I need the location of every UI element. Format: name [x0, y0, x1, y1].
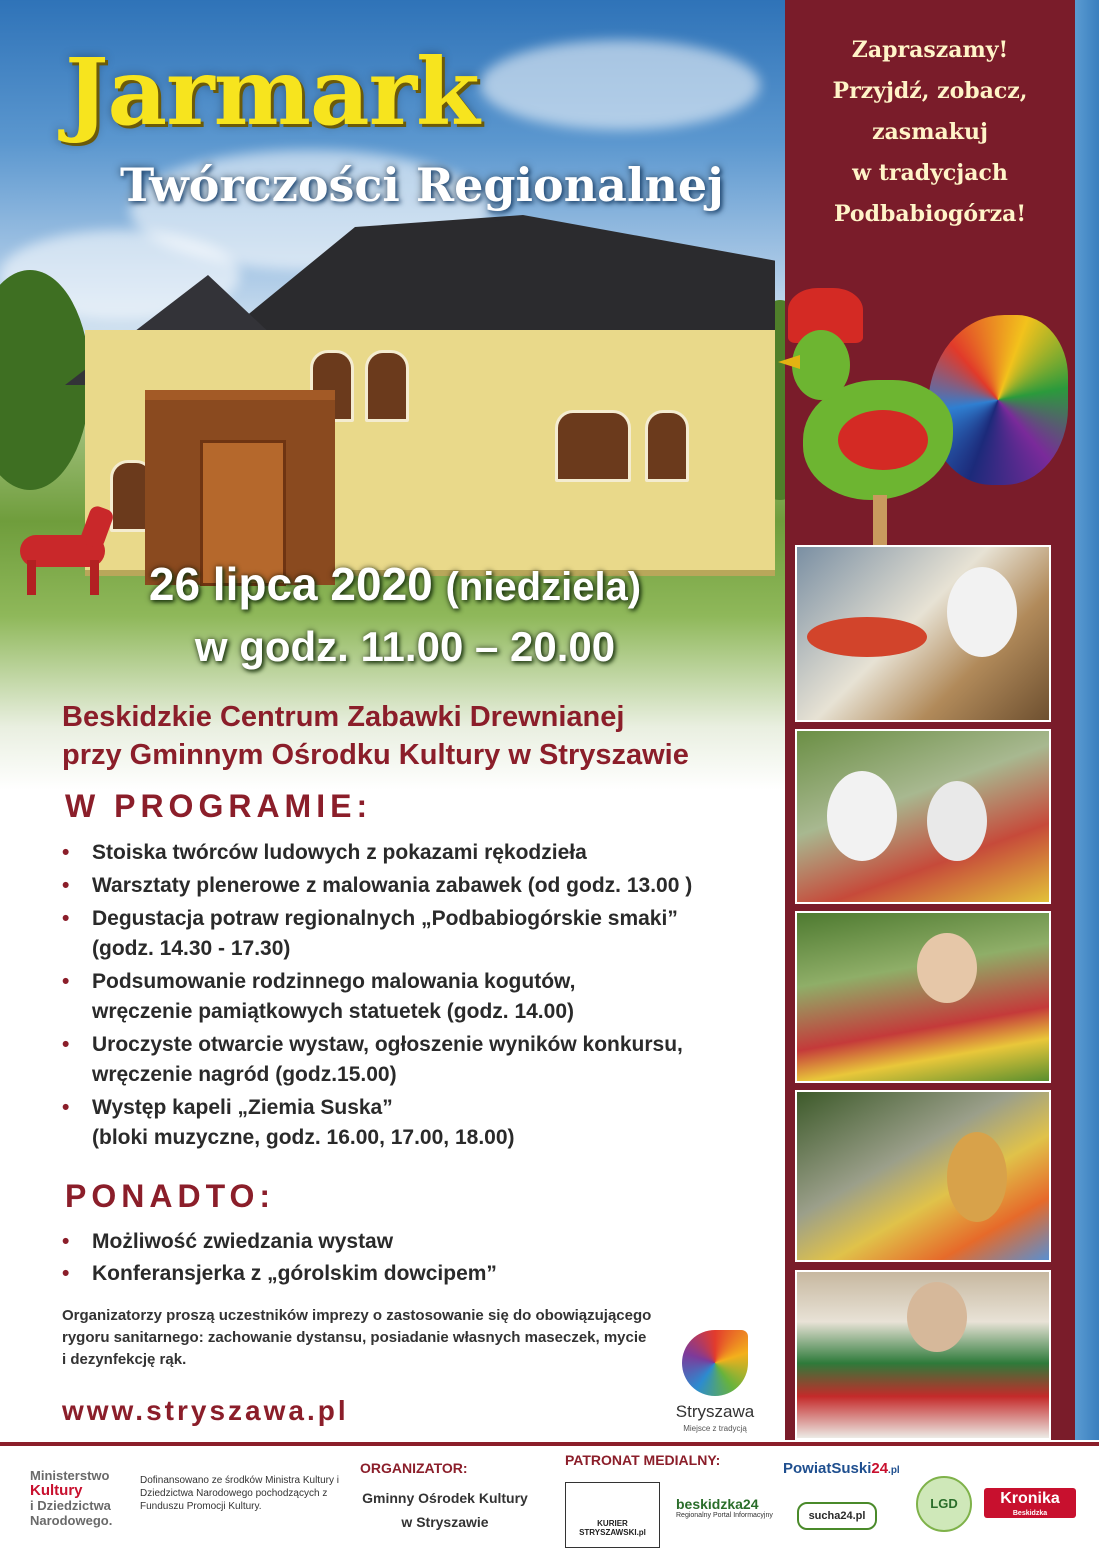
program-item [62, 904, 782, 964]
invite-line: Podbabiogórza! [833, 201, 1027, 227]
beskidzka24-logo [676, 1496, 776, 1536]
program-item [62, 1030, 782, 1090]
ministry-line: Ministerstwo [30, 1468, 110, 1483]
event-date [0, 558, 790, 613]
powiat-suski-logo [783, 1460, 903, 1482]
more-item [62, 1226, 782, 1258]
organizer-line: Gminny Ośrodek Kultury [362, 1490, 528, 1506]
program-item [62, 1093, 782, 1153]
more-heading: PONADTO: [65, 1178, 276, 1214]
horse-neck [79, 504, 115, 550]
event-venue [62, 698, 689, 774]
beskidzka-logo-sub: Regionalny Portal Informacyjny [676, 1512, 773, 1519]
photo-figure [927, 781, 987, 861]
organizer-line: w Stryszawie [401, 1514, 489, 1530]
media-patrons-heading: PATRONAT MEDIALNY: [565, 1452, 721, 1468]
photo-figure [907, 1282, 967, 1352]
event-hours: w godz. 11.00 – 20.00 [194, 623, 616, 670]
rooster-beak [778, 355, 800, 369]
invite-line: Zapraszamy! [851, 37, 1009, 63]
venue-line: przy Gminnym Ośrodku Kultury w Stryszawie [62, 739, 689, 771]
ministry-line: Kultury [30, 1482, 83, 1499]
program-item-text: wręczenie nagród (godz.15.00) [92, 1063, 397, 1086]
sanitary-notice: Organizatorzy proszą uczestników imprezy o zastosowanie się do obowiązującego rygoru sanitarnego: zachowanie dystansu, posiadanie własnych maseczek, mycie i dezynfekcję rąk. [62, 1307, 652, 1368]
kronika-logo-sub: Beskidzka [1012, 1510, 1048, 1517]
program-item [62, 871, 782, 901]
bullet-icon: • [62, 1096, 70, 1119]
rooster-wing [838, 410, 928, 470]
event-title: Jarmark [65, 38, 479, 146]
photo-figure [947, 567, 1017, 657]
kurier-logo-text: KURIER STRYSZAWSKI.pl [579, 1519, 646, 1537]
bird-icon [682, 1330, 748, 1396]
kronika-logo-text: Kronika [1000, 1490, 1060, 1507]
bullet-icon: • [62, 1262, 70, 1285]
event-day-of-week: (niedziela) [445, 565, 642, 609]
painted-rooster-image [778, 280, 1078, 550]
manor-house-photo [55, 215, 780, 575]
program-item-text: Występ kapeli „Ziemia Suska” [92, 1096, 393, 1119]
bullet-icon: • [62, 1230, 70, 1253]
program-item-text: (bloki muzyczne, godz. 16.00, 17.00, 18.00) [92, 1126, 515, 1149]
more-list [62, 1226, 782, 1290]
photo-toys [807, 617, 927, 657]
ministry-logo [30, 1468, 140, 1528]
cloud [480, 40, 760, 130]
website-link[interactable]: www.stryszawa.pl [62, 1395, 349, 1426]
invitation-text [790, 30, 1070, 235]
event-subtitle: Twórczości Regionalnej [120, 158, 724, 212]
event-date-text: 26 lipca 2020 [148, 558, 433, 610]
wooden-porch [145, 390, 335, 585]
photo-owl-toy [947, 1132, 1007, 1222]
program-item-text: Warsztaty plenerowe z malowania zabawek (od godz. 13.00 ) [92, 874, 693, 897]
powiat-logo-tld: .pl [888, 1465, 900, 1476]
stryszawa-logo-name: Stryszawa [675, 1402, 755, 1421]
program-item-text: Stoiska twórców ludowych z pokazami rękodzieła [92, 841, 587, 864]
more-item-text: Możliwość zwiedzania wystaw [92, 1230, 394, 1253]
program-item [62, 967, 782, 1027]
footer [0, 1446, 1099, 1554]
ministry-line: i Dziedzictwa [30, 1498, 111, 1513]
window [555, 410, 631, 482]
powiat-logo-text: PowiatSuski [783, 1460, 872, 1477]
bullet-icon: • [62, 1033, 70, 1056]
kronika-beskidzka-logo [984, 1488, 1076, 1518]
lgd-logo: LGD [916, 1476, 972, 1532]
rooster-tail [928, 315, 1068, 485]
house-roof [175, 215, 775, 335]
rooster-stick [873, 495, 887, 550]
window [645, 410, 689, 482]
right-sidebar-edge [1075, 0, 1099, 1440]
program-item-text: Podsumowanie rodzinnego malowania kogutów, [92, 970, 576, 993]
photo-wooden-toys-table [795, 1090, 1051, 1262]
organizer-heading: ORGANIZATOR: [360, 1460, 468, 1476]
rooster-head [792, 330, 850, 400]
stryszawa-logo [660, 1330, 770, 1440]
photo-embroidery [795, 1270, 1051, 1440]
bullet-icon: • [62, 970, 70, 993]
invite-line: w tradycjach [852, 160, 1008, 186]
bullet-icon: • [62, 907, 70, 930]
invite-line: zasmakuj [872, 119, 988, 145]
venue-line: Beskidzkie Centrum Zabawki Drewnianej [62, 701, 625, 733]
program-item-text: Degustacja potraw regionalnych „Podbabiogórskie smaki” [92, 907, 678, 930]
kurier-stryszawski-logo [565, 1482, 660, 1548]
bullet-icon: • [62, 841, 70, 864]
sucha24-logo: sucha24.pl [797, 1502, 877, 1530]
more-item [62, 1258, 782, 1290]
photo-craft-stall [795, 545, 1051, 722]
photo-figure [917, 933, 977, 1003]
beskidzka-logo-text: beskidzka24 [676, 1496, 759, 1512]
photo-flower-toys [795, 911, 1051, 1083]
organizer-name [350, 1486, 540, 1534]
program-item-text: wręczenie pamiątkowych statuetek (godz. 14.00) [92, 1000, 574, 1023]
program-list [62, 838, 782, 1156]
program-item [62, 838, 782, 868]
window [365, 350, 409, 422]
bullet-icon: • [62, 874, 70, 897]
program-item-text: Uroczyste otwarcie wystaw, ogłoszenie wyników konkursu, [92, 1033, 683, 1056]
stryszawa-logo-tagline: Miejsce z tradycją [683, 1424, 747, 1433]
funding-note: Dofinansowano ze środków Ministra Kultury i Dziedzictwa Narodowego pochodzących z Funduszu Promocji Kultury. [140, 1475, 339, 1512]
photo-figure [827, 771, 897, 861]
more-item-text: Konferansjerka z „górolskim dowcipem” [92, 1262, 497, 1285]
invite-line: Przyjdź, zobacz, [832, 78, 1028, 104]
ministry-line: Narodowego. [30, 1513, 113, 1528]
program-heading: W PROGRAMIE: [65, 788, 373, 824]
program-item-text: (godz. 14.30 - 17.30) [92, 937, 291, 960]
powiat-logo-number: 24 [871, 1460, 889, 1477]
photo-folk-artists [795, 729, 1051, 904]
